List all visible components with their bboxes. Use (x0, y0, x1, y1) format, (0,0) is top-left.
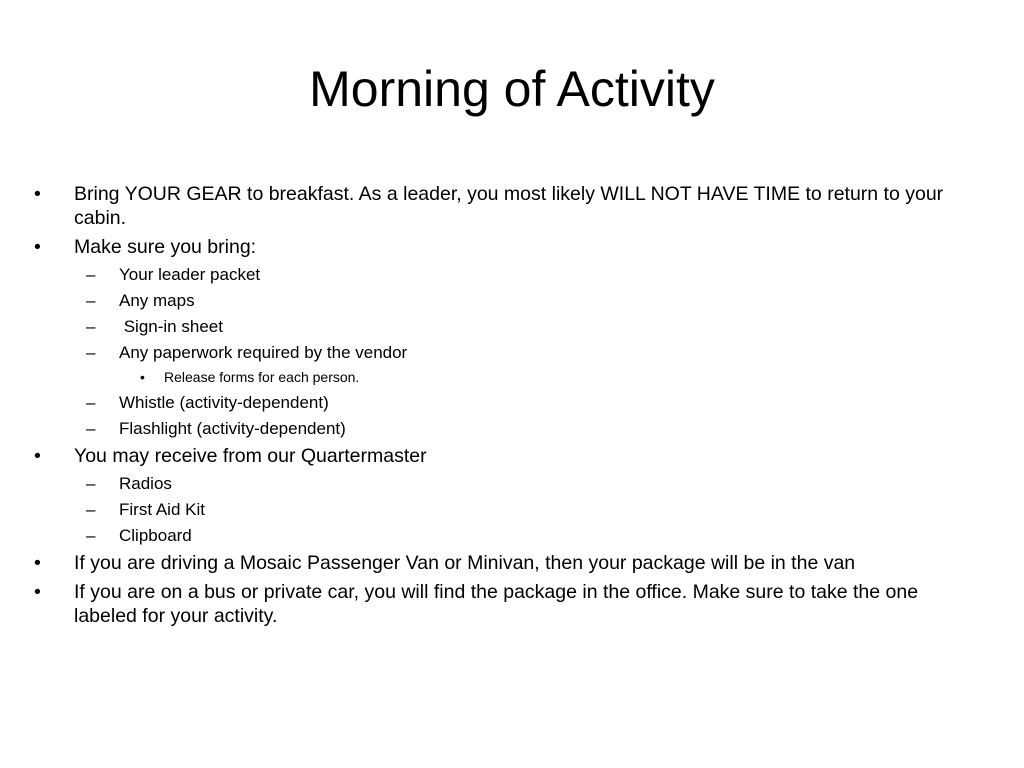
sub-list-item (34, 342, 974, 363)
bullet-icon: • (34, 183, 41, 205)
sub-list-item-text: Any maps (119, 291, 195, 310)
sub-list-item-text: First Aid Kit (119, 500, 205, 519)
sub-list-item-text: Clipboard (119, 526, 192, 545)
sub-list-item-text: Radios (119, 474, 172, 493)
dash-icon: – (86, 526, 96, 545)
list-item (34, 182, 974, 230)
list-item-text: If you are driving a Mosaic Passenger Van or Minivan, then your package will be in the van (74, 552, 856, 574)
sub-list-item (34, 525, 974, 546)
sub-list-item (34, 418, 974, 439)
dash-icon: – (86, 393, 96, 412)
sub-list-item-text: Any paperwork required by the vendor (119, 343, 408, 362)
dash-icon: – (86, 317, 96, 336)
sub-list-item-text: Sign-in sheet (119, 317, 223, 336)
list-item-text: You may receive from our Quartermaster (74, 445, 427, 467)
dash-icon: – (86, 265, 96, 284)
sub-list-item (34, 264, 974, 285)
bullet-icon: • (34, 581, 41, 603)
sub-list-item-text: Flashlight (activity-dependent) (119, 419, 346, 438)
bullet-icon: • (34, 445, 41, 467)
bullet-icon: • (34, 236, 41, 258)
sub-list-item (34, 290, 974, 311)
sub-list-item (34, 473, 974, 494)
list-item (34, 444, 974, 468)
slide-title: Morning of Activity (309, 61, 715, 117)
bullet-icon: • (140, 369, 145, 385)
list-item (34, 235, 974, 259)
dash-icon: – (86, 500, 96, 519)
sub-list-item-text: Your leader packet (119, 265, 261, 284)
list-item-text: If you are on a bus or private car, you will find the package in the office. Make sure to take the one labeled for your activity. (74, 581, 919, 627)
dash-icon: – (86, 291, 96, 310)
list-item-text: Bring YOUR GEAR to breakfast. As a leader, you most likely WILL NOT HAVE TIME to return to your cabin. (74, 183, 944, 229)
bullet-icon: • (34, 552, 41, 574)
dash-icon: – (86, 419, 96, 438)
sub-list-item (34, 499, 974, 520)
bullet-list (34, 182, 974, 633)
list-item (34, 580, 974, 628)
sub-list-item (34, 316, 974, 337)
sub-sub-list-item (34, 368, 974, 386)
dash-icon: – (86, 343, 96, 362)
list-item-text: Make sure you bring: (74, 236, 257, 258)
sub-list-item (34, 392, 974, 413)
dash-icon: – (86, 474, 96, 493)
sub-sub-list-item-text: Release forms for each person. (164, 369, 360, 385)
sub-list-item-text: Whistle (activity-dependent) (119, 393, 329, 412)
list-item (34, 551, 974, 575)
